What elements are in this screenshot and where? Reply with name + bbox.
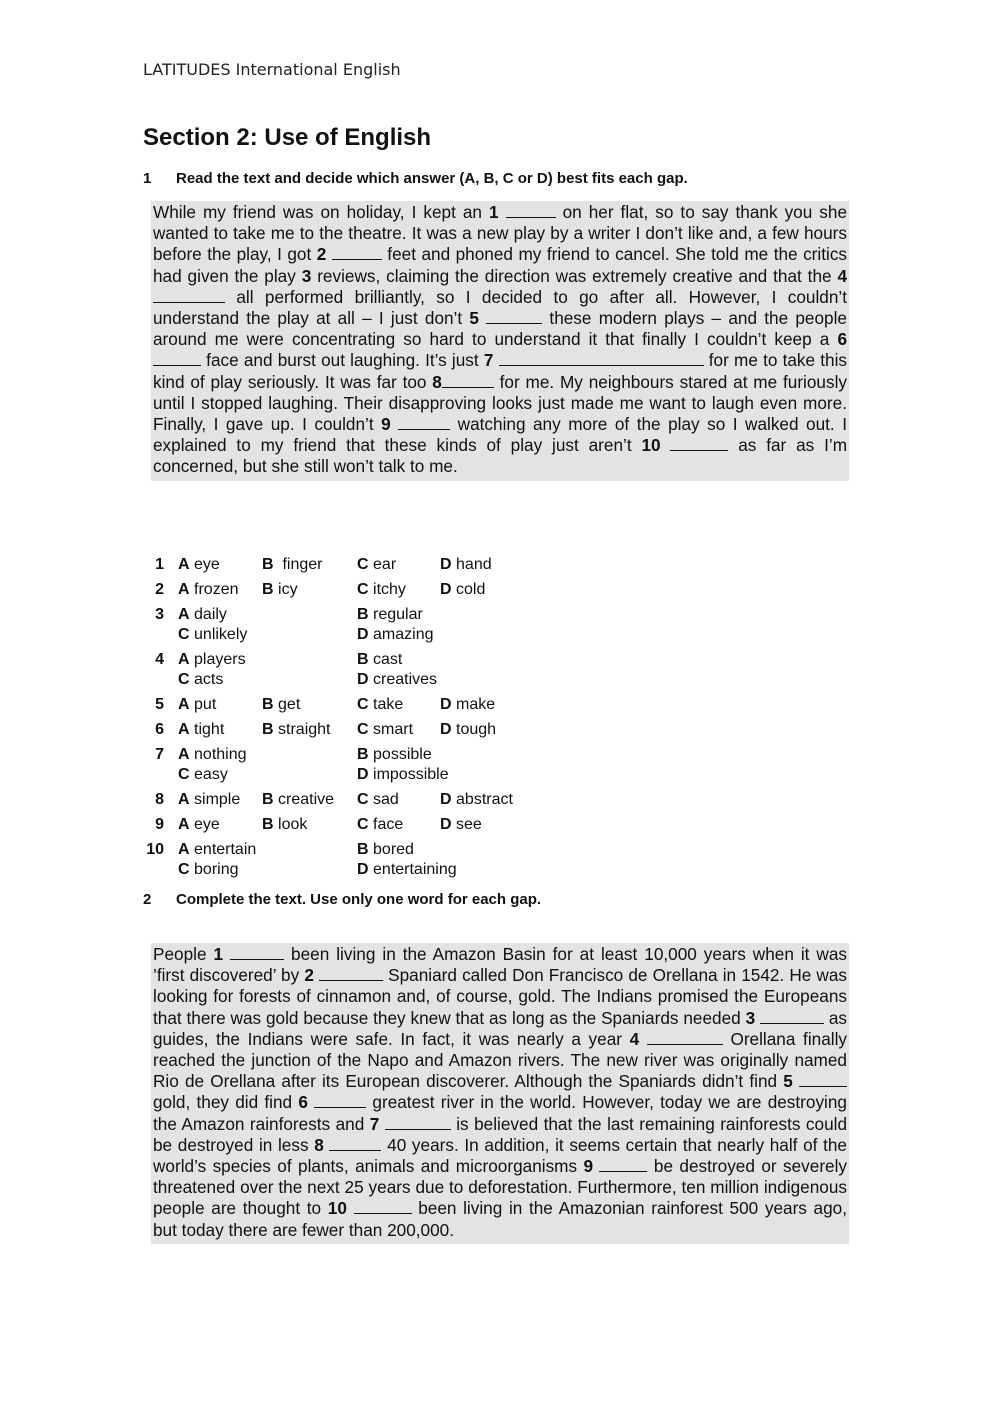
option-d[interactable]: D creatives <box>357 671 438 688</box>
option-a[interactable]: A players <box>178 651 246 668</box>
gap-number: 10 <box>641 435 661 456</box>
exercise2-instruction <box>143 891 541 908</box>
gap-blank[interactable] <box>647 1030 723 1045</box>
gap-blank[interactable] <box>385 1115 451 1130</box>
gap-number: 8 <box>314 1134 324 1155</box>
gap-number: 1 <box>213 944 224 964</box>
exercise2-text <box>151 943 849 1244</box>
text-part: as guides, the Indians were safe. In fact, it was nearly a year <box>153 1007 847 1049</box>
option-a[interactable]: A eye <box>178 556 220 573</box>
option-a[interactable]: A frozen <box>178 581 239 598</box>
exercise1-text <box>151 201 849 481</box>
option-b[interactable]: B possible <box>357 746 432 763</box>
option-row <box>143 605 563 650</box>
gap-blank[interactable] <box>153 288 225 303</box>
text-part: be destroyed or severely threatened over the next 25 years due to deforestation. Furthermore, ten million indigenous people are thought to <box>153 1156 848 1219</box>
option-number: 2 <box>155 581 164 598</box>
option-number: 9 <box>155 816 164 833</box>
text-part: gold, they did find <box>153 1092 299 1113</box>
gap-number: 2 <box>316 244 327 265</box>
option-c[interactable]: C acts <box>178 671 224 688</box>
gap-number: 10 <box>327 1198 347 1219</box>
option-a[interactable]: A entertain <box>178 841 257 858</box>
page-header: LATITUDES International English <box>143 60 401 79</box>
gap-number: 9 <box>381 414 391 435</box>
option-c[interactable]: C sad <box>357 791 399 808</box>
option-d[interactable]: D abstract <box>440 791 513 808</box>
option-b[interactable]: B get <box>262 696 301 713</box>
option-d[interactable]: D see <box>440 816 482 833</box>
gap-blank[interactable] <box>354 1199 412 1214</box>
gap-number: 4 <box>837 265 848 286</box>
option-c[interactable]: C easy <box>178 766 228 783</box>
text-part: greatest river in the world. However, today we are destroying the Amazon rainforests and <box>153 1092 847 1134</box>
option-number: 10 <box>146 841 164 858</box>
option-b[interactable]: B straight <box>262 721 331 738</box>
option-a[interactable]: A nothing <box>178 746 247 763</box>
option-number: 1 <box>155 556 164 573</box>
text-part: for me. My neighbours stared at me furiously until I stopped laughing. Their disapproving looks just made me want to laugh even more. Finally, I gave up. I couldn’t <box>153 371 847 435</box>
option-c[interactable]: C take <box>357 696 404 713</box>
option-a[interactable]: A put <box>178 696 217 713</box>
exercise1-number: 1 <box>143 170 152 187</box>
gap-blank[interactable] <box>442 373 494 388</box>
text-part: for me to take this kind of play seriously. It was far too <box>153 350 847 392</box>
option-b[interactable]: B creative <box>262 791 335 808</box>
gap-blank[interactable] <box>506 203 556 218</box>
gap-blank[interactable] <box>486 309 542 324</box>
option-b[interactable]: B regular <box>357 606 423 623</box>
text-part: as far as I’m concerned, but she still won’t talk to me. <box>153 435 848 477</box>
option-row <box>143 790 563 815</box>
gap-number: 5 <box>783 1071 793 1092</box>
text-part: face and burst out laughing. It’s just <box>201 350 484 371</box>
option-d[interactable]: D tough <box>440 721 497 738</box>
option-number: 7 <box>155 746 164 763</box>
option-row <box>143 650 563 695</box>
gap-number: 5 <box>469 308 479 329</box>
option-number: 3 <box>155 606 164 623</box>
option-d[interactable]: D hand <box>440 556 492 573</box>
option-b[interactable]: B finger <box>262 556 323 573</box>
gap-blank[interactable] <box>332 245 382 260</box>
gap-number: 3 <box>745 1007 756 1028</box>
text-part: been living in the Amazon Basin for at least 10,000 years when it was ’first discovered’ by <box>153 944 848 986</box>
option-b[interactable]: B icy <box>262 581 298 598</box>
option-number: 6 <box>155 721 164 738</box>
text-part: is believed that the last remaining rainforests could be destroyed in less <box>153 1113 847 1155</box>
text-part: Orellana finally reached the junction of the Napo and Amazon rivers. The new river was originally named Rio de Orellana after its European discoverer. Although the Spaniards didn’t find <box>153 1028 847 1092</box>
gap-blank[interactable] <box>599 1157 647 1172</box>
text-part: While my friend was on holiday, I kept an <box>153 202 489 222</box>
gap-blank[interactable] <box>398 415 450 430</box>
gap-number: 9 <box>583 1156 594 1177</box>
option-row <box>143 580 563 605</box>
section-title: Section 2: Use of English <box>143 124 432 151</box>
exercise2-instruction-text: Complete the text. Use only one word for each gap. <box>176 891 542 908</box>
gap-number: 8 <box>432 371 442 392</box>
gap-number: 2 <box>304 965 314 986</box>
gap-number: 7 <box>369 1113 380 1134</box>
gap-blank[interactable] <box>314 1093 366 1108</box>
text-part: watching any more of the play so I walked out. I explained to my friend that these kinds of play just aren’t <box>153 414 847 456</box>
gap-number: 1 <box>488 202 499 222</box>
text-part: 40 years. In addition, it seems certain that nearly half of the world’s species of plants, animals and microorganisms <box>153 1134 847 1177</box>
text-part: reviews, claiming the direction was extremely creative and that the <box>317 265 838 286</box>
option-a[interactable]: A daily <box>178 606 227 623</box>
gap-blank[interactable] <box>153 351 201 366</box>
option-number: 4 <box>155 651 164 668</box>
option-number: 8 <box>155 791 164 808</box>
option-a[interactable]: A tight <box>178 721 225 738</box>
option-d[interactable]: D impossible <box>357 766 449 783</box>
option-number: 5 <box>155 696 164 713</box>
gap-number: 6 <box>837 329 847 350</box>
gap-number: 3 <box>301 265 312 286</box>
text-part: on her flat, so to say thank you she wanted to take me to the theatre. It was a new play by a writer I don’t like and, a few hours before the play, I got <box>153 202 847 265</box>
option-row <box>143 720 563 745</box>
text-part: Spaniard called Don Francisco de Orellana in 1542. He was looking for forests of cinnamon and, of course, gold. The Indians promised the Europeans that there was gold because they knew that as long as the Spaniards needed <box>153 965 847 1028</box>
option-d[interactable]: D amazing <box>357 626 434 643</box>
text-part: feet and phoned my friend to cancel. She told me the critics had given the play <box>153 244 848 286</box>
text-part: been living in the Amazonian rainforest 500 years ago, but today there are fewer than 200,000. <box>153 1198 847 1240</box>
gap-blank[interactable] <box>670 436 728 451</box>
option-row <box>143 695 563 720</box>
exercise1-instruction <box>143 170 688 187</box>
text-part: these modern plays – and the people around me were concentrating so hard to understand it that finally I couldn’t keep a <box>153 308 847 350</box>
option-row <box>143 815 563 840</box>
gap-number: 7 <box>483 350 494 371</box>
text-part: all performed brilliantly, so I decided to go after all. However, I couldn’t understand the play at all – I just don’t <box>153 286 847 329</box>
gap-blank[interactable] <box>499 351 704 366</box>
option-c[interactable]: C face <box>357 816 404 833</box>
option-a[interactable]: A eye <box>178 816 220 833</box>
gap-blank[interactable] <box>230 945 284 960</box>
option-b[interactable]: B bored <box>357 841 414 858</box>
option-row <box>143 840 563 885</box>
gap-number: 4 <box>629 1028 640 1049</box>
exercise2-number: 2 <box>143 891 152 908</box>
option-row <box>143 555 563 580</box>
option-a[interactable]: A simple <box>178 791 241 808</box>
gap-blank[interactable] <box>319 966 383 981</box>
option-b[interactable]: B look <box>262 816 308 833</box>
option-d[interactable]: D make <box>440 696 496 713</box>
option-row <box>143 745 563 790</box>
exercise1-instruction-text: Read the text and decide which answer (A, B, C or D) best fits each gap. <box>176 170 688 187</box>
option-c[interactable]: C ear <box>357 556 397 573</box>
gap-number: 6 <box>298 1092 308 1113</box>
option-d[interactable]: D cold <box>440 581 486 598</box>
gap-blank[interactable] <box>799 1072 847 1087</box>
option-d[interactable]: D entertaining <box>357 861 457 878</box>
gap-blank[interactable] <box>760 1009 824 1024</box>
option-b[interactable]: B cast <box>357 651 403 668</box>
option-c[interactable]: C boring <box>178 861 239 878</box>
exercise1-options <box>143 555 563 885</box>
option-c[interactable]: C unlikely <box>178 626 248 643</box>
gap-blank[interactable] <box>329 1136 381 1151</box>
option-c[interactable]: C smart <box>357 721 414 738</box>
text-part: People <box>153 944 214 964</box>
option-c[interactable]: C itchy <box>357 581 406 598</box>
